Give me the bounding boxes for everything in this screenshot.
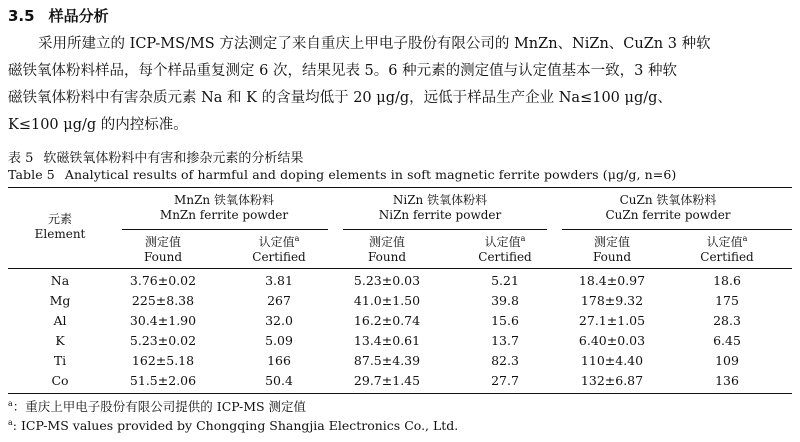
found-header-cn: 测定值 <box>144 235 182 249</box>
value-cell: 16.2±0.74 <box>353 313 421 328</box>
found-header-cn: 测定值 <box>593 235 631 249</box>
certified-header-en: Certified <box>700 250 754 264</box>
value-cell: 32.0 <box>265 313 293 328</box>
value-cell: 110±4.40 <box>580 353 644 368</box>
section-heading <box>8 5 109 26</box>
value-cell: 82.3 <box>491 353 519 368</box>
value-cell: 39.8 <box>491 293 519 308</box>
value-cell: 178±9.32 <box>580 293 644 308</box>
value-cell: 30.4±1.90 <box>129 313 197 328</box>
table-header-rule <box>8 268 792 269</box>
group-header-cn: CuZn 铁氧体粉料 <box>619 193 717 207</box>
certified-header <box>478 235 531 265</box>
table-row <box>8 351 792 371</box>
found-header-en: Found <box>367 250 407 264</box>
footnote-en <box>8 418 458 433</box>
value-cell: 51.5±2.06 <box>129 373 197 388</box>
found-header-cn: 测定值 <box>368 235 406 249</box>
element-cell: K <box>55 333 65 348</box>
element-header-cn: 元素 <box>47 212 73 226</box>
table-title-en: Analytical results of harmful and doping elements in soft magnetic ferrite powders (μg/g, n=6) <box>64 167 677 182</box>
value-cell: 15.6 <box>491 313 519 328</box>
footnote-mark: a <box>520 234 526 243</box>
element-cell: Na <box>50 273 70 288</box>
element-cell: Co <box>51 373 69 388</box>
value-cell: 6.45 <box>713 333 741 348</box>
value-cell: 29.7±1.45 <box>353 373 421 388</box>
section-number: 3.5 <box>8 7 35 25</box>
footnote-cn <box>8 397 306 415</box>
found-header-en: Found <box>143 250 183 264</box>
footnote-text: ：重庆上甲电子股份有限公司提供的 ICP-MS 测定值 <box>12 399 307 414</box>
value-cell: 41.0±1.50 <box>353 293 421 308</box>
value-cell: 5.09 <box>265 333 293 348</box>
value-cell: 175 <box>715 293 739 308</box>
paragraph-line-4: K≤100 μg/g 的内控标准。 <box>8 117 188 133</box>
value-cell: 5.23±0.03 <box>353 273 421 288</box>
group-header-mnzn <box>160 193 288 223</box>
value-cell: 136 <box>715 373 739 388</box>
found-header-en: Found <box>592 250 632 264</box>
value-cell: 109 <box>715 353 739 368</box>
section-title: 样品分析 <box>48 7 109 25</box>
paragraph-line-2: 磁铁氧体粉料样品，每个样品重复测定 6 次，结果见表 5。6 种元素的测定值与认定值基本一致，3 种软 <box>8 63 677 79</box>
value-cell: 132±6.87 <box>580 373 644 388</box>
group-header-cuzn <box>605 193 730 223</box>
group-header-en: CuZn ferrite powder <box>605 208 731 222</box>
footnote-mark: a <box>8 398 13 408</box>
group-rule-nizn <box>343 229 547 230</box>
value-cell: 166 <box>267 353 291 368</box>
found-header <box>144 235 182 265</box>
value-cell: 225±8.38 <box>131 293 195 308</box>
group-header-nizn <box>379 193 502 223</box>
value-cell: 18.6 <box>713 273 741 288</box>
certified-header-cn: 认定值 <box>706 235 743 249</box>
value-cell: 13.7 <box>491 333 519 348</box>
element-cell: Mg <box>49 293 71 308</box>
group-header-en: NiZn ferrite powder <box>378 208 502 222</box>
value-cell: 3.81 <box>265 273 293 288</box>
footnote-text: : ICP-MS values provided by Chongqing Shangjia Electronics Co., Ltd. <box>12 418 459 433</box>
table-row <box>8 271 792 291</box>
value-cell: 50.4 <box>265 373 293 388</box>
certified-header-en: Certified <box>252 250 306 264</box>
certified-header <box>252 235 305 265</box>
certified-header <box>700 235 753 265</box>
element-header-en: Element <box>34 227 86 241</box>
footnote-mark: a <box>8 417 13 427</box>
group-rule-mnzn <box>122 229 328 230</box>
footnote-mark: a <box>294 234 300 243</box>
table-caption-en <box>8 167 676 182</box>
value-cell: 3.76±0.02 <box>129 273 197 288</box>
group-header-cn: NiZn 铁氧体粉料 <box>392 193 488 207</box>
found-header <box>593 235 631 265</box>
table-title-cn: 软磁铁氧体粉料中有害和掺杂元素的分析结果 <box>43 151 304 166</box>
table-label-en: Table 5 <box>8 167 55 182</box>
value-cell: 28.3 <box>713 313 741 328</box>
value-cell: 13.4±0.61 <box>353 333 421 348</box>
table-label-cn: 表 5 <box>8 151 34 166</box>
certified-header-en: Certified <box>478 250 532 264</box>
paragraph-line-3: 磁铁氧体粉料中有害杂质元素 Na 和 K 的含量均低于 20 μg/g，远低于样品生产企业 Na≤100 μg/g、 <box>8 90 672 106</box>
value-cell: 27.7 <box>491 373 519 388</box>
value-cell: 6.40±0.03 <box>578 333 646 348</box>
table-row <box>8 291 792 311</box>
table-caption-cn <box>8 147 303 166</box>
group-header-cn: MnZn 铁氧体粉料 <box>174 193 274 207</box>
value-cell: 5.21 <box>491 273 519 288</box>
value-cell: 27.1±1.05 <box>578 313 646 328</box>
value-cell: 5.23±0.02 <box>129 333 197 348</box>
group-header-en: MnZn ferrite powder <box>159 208 289 222</box>
table-row <box>8 371 792 391</box>
certified-header-cn: 认定值 <box>484 235 521 249</box>
group-rule-cuzn <box>562 229 792 230</box>
value-cell: 267 <box>267 293 291 308</box>
certified-header-cn: 认定值 <box>258 235 295 249</box>
footnote-mark: a <box>742 234 748 243</box>
table-top-rule <box>8 187 792 188</box>
value-cell: 18.4±0.97 <box>578 273 646 288</box>
element-cell: Ti <box>53 353 67 368</box>
table-row <box>8 331 792 351</box>
element-cell: Al <box>53 313 67 328</box>
paragraph-line-1: 采用所建立的 ICP-MS/MS 方法测定了来自重庆上甲电子股份有限公司的 MnZn、NiZn、CuZn 3 种软 <box>38 36 711 52</box>
table-row <box>8 311 792 331</box>
value-cell: 87.5±4.39 <box>353 353 421 368</box>
value-cell: 162±5.18 <box>131 353 195 368</box>
element-header <box>35 212 86 242</box>
table-bottom-rule <box>8 393 792 394</box>
found-header <box>368 235 406 265</box>
